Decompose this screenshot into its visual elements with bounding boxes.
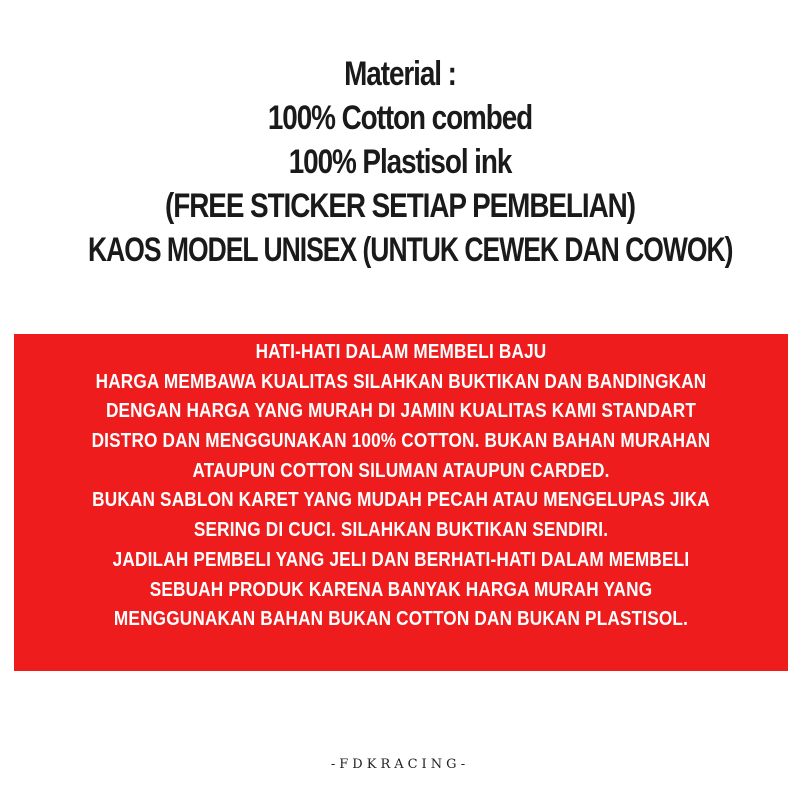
brand-signature: -FDKRACING- [330,757,470,772]
warning-line: HARGA MEMBAWA KUALITAS SILAHKAN BUKTIKAN DAN BANDINGKAN [95,370,707,393]
warning-line: ATAUPUN COTTON SILUMAN ATAUPUN CARDED. [192,459,610,482]
warning-line: BUKAN SABLON KARET YANG MUDAH PECAH ATAU MENGELUPAS JIKA [92,489,710,512]
warning-line: DISTRO DAN MENGGUNAKAN 100% COTTON. BUKAN BAHAN MURAHAN [91,430,711,453]
warning-line: SEBUAH PRODUK KARENA BANYAK HARGA MURAH YANG [149,578,653,601]
warning-line: MENGGUNAKAN BAHAN BUKAN COTTON DAN BUKAN PLASTISOL. [113,608,689,631]
warning-box [14,334,788,671]
warning-line: JADILAH PEMBELI YANG JELI DAN BERHATI-HATI DALAM MEMBELI [112,548,690,571]
warning-line: SERING DI CUCI. SILAHKAN BUKTIKAN SENDIRI. [193,519,609,542]
warning-line: HATI-HATI DALAM MEMBELI BAJU [255,341,547,363]
warning-line: DENGAN HARGA YANG MURAH DI JAMIN KUALITAS KAMI STANDART [105,400,697,423]
material-section [0,52,800,272]
material-free-sticker: (FREE STICKER SETIAP PEMBELIAN) [165,187,635,225]
material-ink: 100% Plastisol ink [288,143,512,181]
material-heading: Material : [344,55,456,93]
material-cotton: 100% Cotton combed [267,99,533,137]
material-unisex: KAOS MODEL UNISEX (UNTUK CEWEK DAN COWOK) [88,231,733,269]
